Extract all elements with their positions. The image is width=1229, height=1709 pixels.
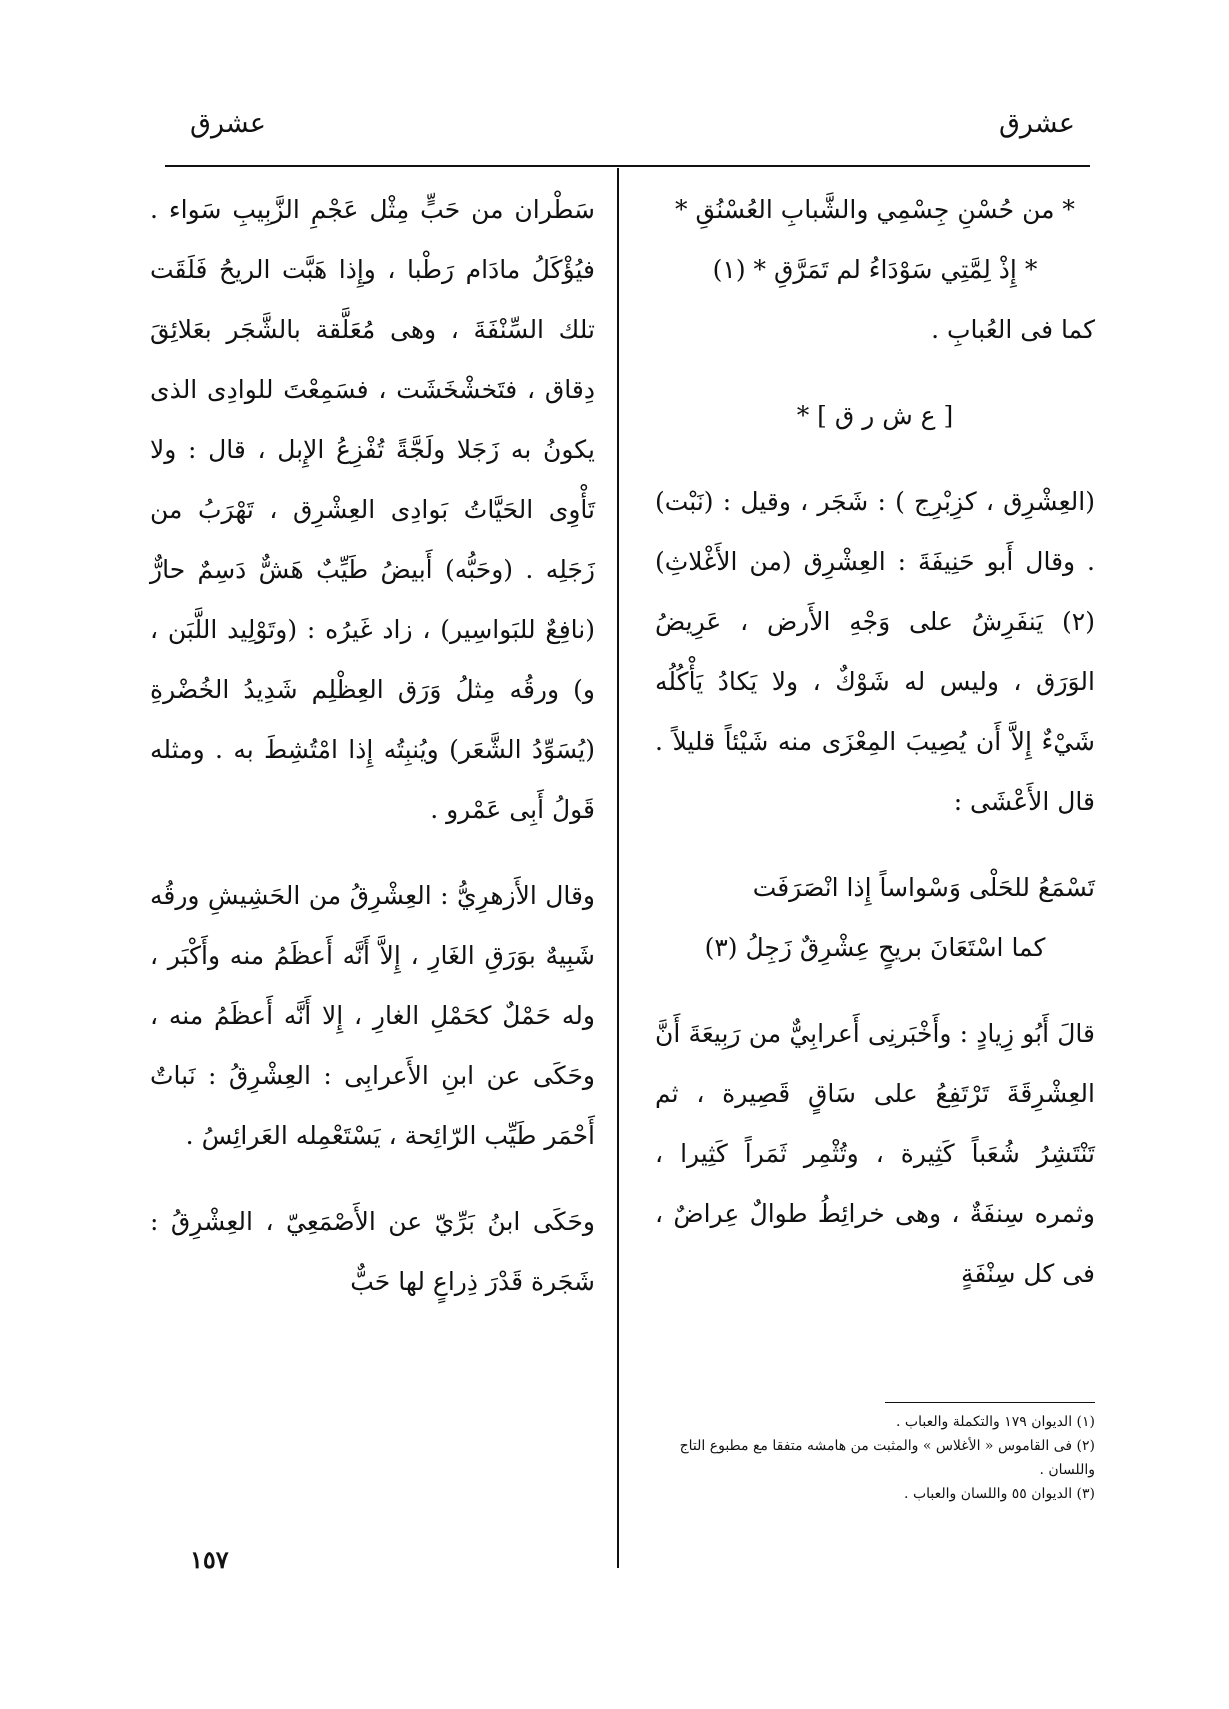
footnote-1: (١) الديوان ١٧٩ والتكملة والعباب . [896, 1414, 1095, 1430]
left-column [150, 180, 595, 1312]
page-number: ١٥٧ [190, 1545, 229, 1574]
entry-paragraph-4: وقال الأَزهرِيُّ : العِشْرِقُ من الحَشِيشِ ورقُه شَبِيهٌ بوَرَقِ الغَارِ ، إِلاَّ أَنَّه أَعظَمُ منه وأَكْبَر ، وله حَمْلٌ كحَمْلِ الغارِ ، إِلا أَنَّه أَعظَمُ منه ، وحَكَى عن ابنِ الأَعرابِى : العِشْرِقُ : نَباتٌ أَحْمَر طَيِّب الرّائِحة ، يَسْتَعْمِله العَرائِسُ . [150, 881, 595, 1150]
verse-line-1: * من حُسْنِ جِسْمِي والشَّبابِ العُسْنُقِ * [675, 195, 1075, 224]
entry-paragraph-1: (العِشْرِق ، كزِبْرِج ) : شَجَر ، وقيل : (نَبْت) . وقال أَبو حَنِيفَةَ : العِشْرِق (من الأَغْلاثِ) (٢) يَنفَرِشُ على وَجْهِ الأَرض ، عَرِيضُ الوَرَق ، وليس له شَوْكٌ ، ولا يَكادُ يَأْكُلُه شَيْءٌ إِلاَّ أَن يُصِيبَ المِعْزَى منه شَيْئاً قليلاً . قال الأَعْشَى : [655, 487, 1095, 816]
entry-paragraph-3: سَطْران من حَبٍّ مِثْل عَجْمِ الزَّبِيبِ سَواء . فيُؤْكَلُ مادَام رَطْبا ، وإِذا هَبَّت الريحُ فَلَقَت تلك السِّنْفَةَ ، وهى مُعَلَّقة بالشَّجَر بعَلائِقَ دِقاق ، فتَخشْخَشَت ، فسَمِعْتَ للوادِى الذى يكونُ به زَجَلا ولَجَّةً تُفْزِعُ الإِبل ، قال : ولا تَأْوِى الحَيَّاتُ بَوادِى العِشْرِق ، تَهْرَبُ من زَجَلِه . (وحَبُّه) أَبيضُ طَيِّبٌ هَشٌّ دَسِمٌ حارٌّ (نافِعٌ للبَواسِير) ، زاد غَيرُه : (وتَوْلِيد اللَّبَن ، و) ورقُه مِثلُ وَرَق العِظْلِم شَدِيدُ الخُضْرةِ (يُسَوِّدُ الشَّعَر) ويُنبِتُه إِذا امْتُشِطَ به . ومثله قَولُ أَبِى عَمْرو . [150, 195, 595, 824]
right-column [655, 180, 1095, 1304]
root-heading: [ ع ش ر ق ] * [796, 401, 954, 430]
verse-line-2: * إِذْ لِمَّتِي سَوْدَاءُ لم تَمَرَّقِ * (١) [712, 255, 1038, 284]
footnote-3: (٣) الديوان ٥٥ واللسان والعباب . [904, 1486, 1095, 1502]
footnotes [655, 1410, 1095, 1506]
running-header-left: عشرق [190, 108, 267, 139]
footnote-rule [885, 1402, 1095, 1403]
entry-paragraph-2: قالَ أَبُو زِيادٍ : وأَخْبَرنِى أَعرابِيٌّ من رَبِيعَةَ أَنَّ العِشْرِقَةَ تَرْتَفِعُ على سَاقٍ قَصِيرة ، ثم تَنْتَشِرُ شُعَباً كَثِيرة ، وتُثْمِر ثَمَراً كَثِيرا ، وثمره سِنفَةٌ ، وهى خرائِطُ طوالٌ عِراضٌ ، فى كل سِنْفَةٍ [655, 1019, 1095, 1288]
source-note: كما فى العُبابِ . [931, 315, 1095, 344]
running-header-right: عشرق [998, 108, 1075, 139]
poem-line-2: كما اسْتَعَانَ بريحٍ عِشْرِقٌ زَجِلُ (٣) [704, 933, 1046, 962]
footnote-2: (٢) فى القاموس « الأغلاس » والمثبت من هامشه متفقا مع مطبوع التاج واللسان . [679, 1438, 1095, 1478]
poem-line-1: تَسْمَعُ للحَلْى وَسْواساً إِذا انْصَرَفَت [752, 873, 1095, 902]
entry-paragraph-5: وحَكَى ابنُ بَرِّيّ عن الأَصْمَعِيّ ، العِشْرِقُ : شَجَرة قَدْرَ ذِراعٍ لها حَبٌّ [150, 1207, 595, 1296]
header-rule [165, 165, 1090, 167]
column-divider [617, 168, 619, 1568]
